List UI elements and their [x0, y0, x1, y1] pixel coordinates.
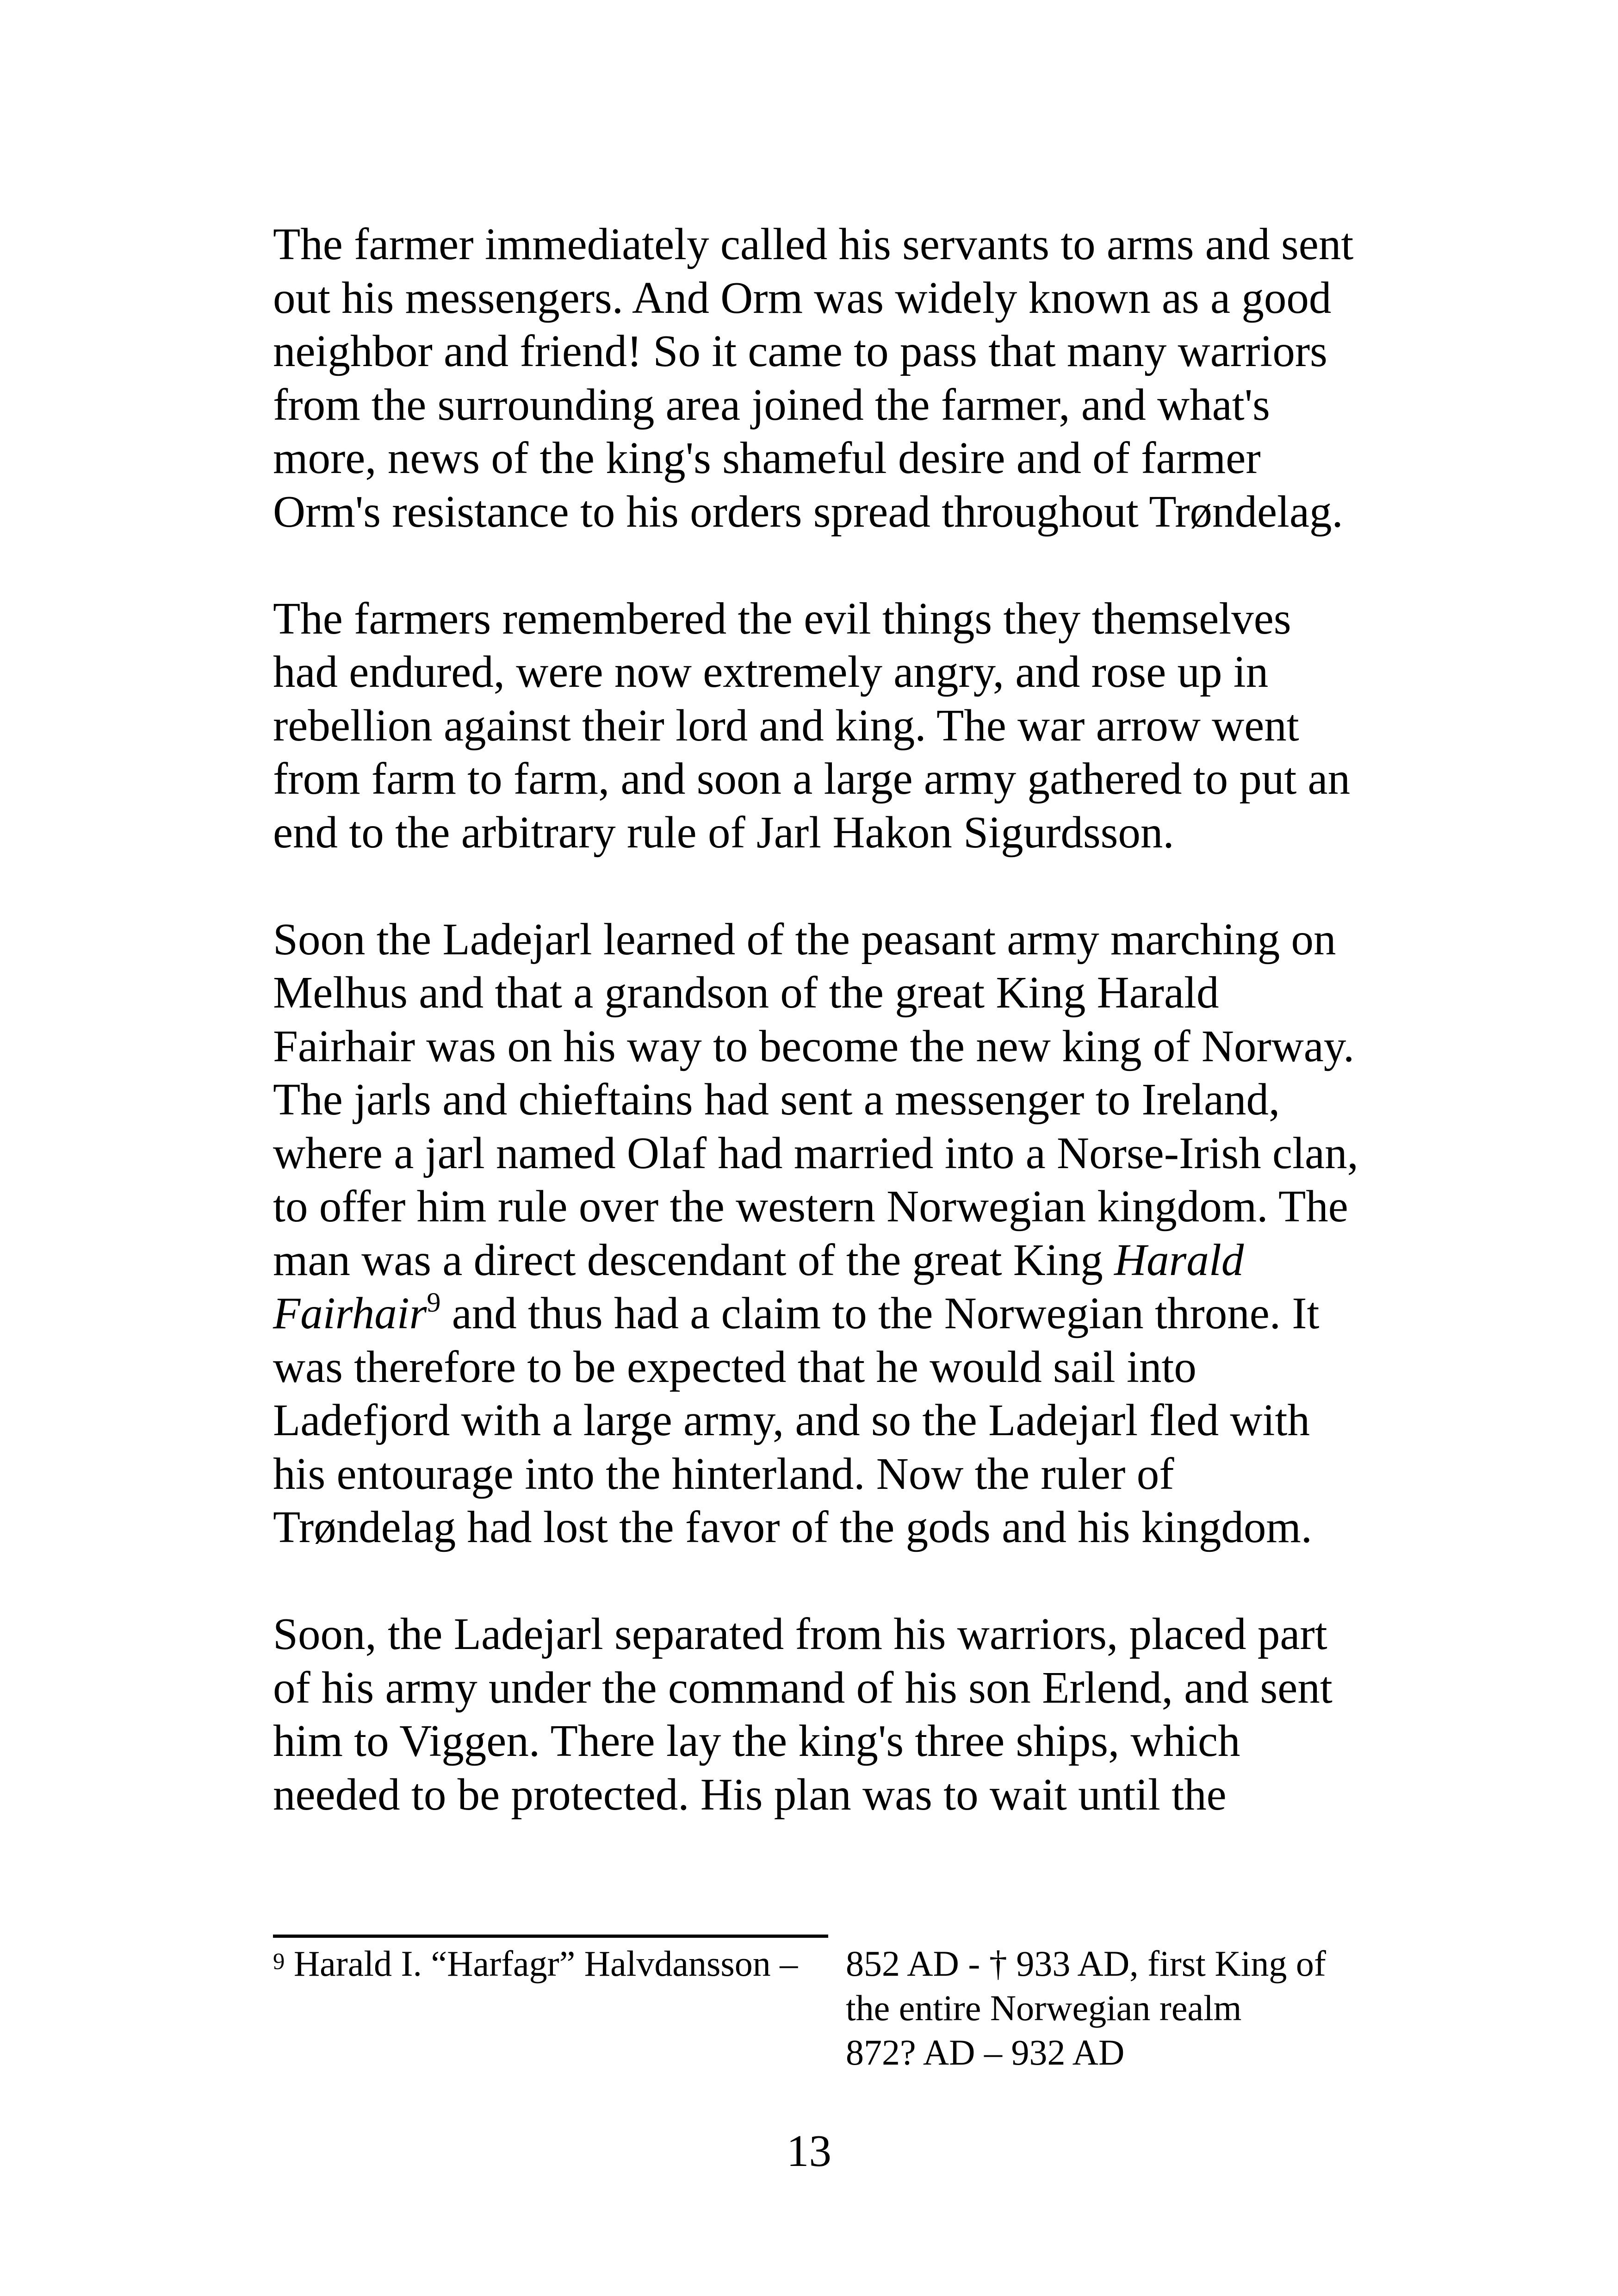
text-line: from the surrounding area joined the farmer, and what's — [273, 380, 1270, 429]
italic-name: Harald — [1114, 1235, 1244, 1285]
text-line: Melhus and that a grandson of the great King Harald — [273, 968, 1219, 1017]
text-line: Trøndelag had lost the favor of the gods and his kingdom. — [273, 1502, 1313, 1552]
footnote-value-line: 872? AD – 932 AD — [846, 2032, 1125, 2072]
footnote-reference[interactable]: 9 — [427, 1287, 441, 1318]
text-line: rebellion against their lord and king. The war arrow went — [273, 700, 1299, 750]
text-line: had endured, were now extremely angry, and rose up in — [273, 647, 1269, 697]
text-line — [273, 1287, 1411, 1340]
text-line: Fairhair was on his way to become the new king of Norway. — [273, 1021, 1355, 1071]
paragraph-3 — [273, 913, 1411, 1554]
footnote-value-line: the entire Norwegian realm — [846, 1988, 1242, 2028]
text-line: The farmers remembered the evil things they themselves — [273, 593, 1291, 643]
text-segment: man was a direct descendant of the great King — [273, 1235, 1115, 1285]
text-line: neighbor and friend! So it came to pass that many warriors — [273, 326, 1327, 376]
text-line: Ladefjord with a large army, and so the Ladejarl fled with — [273, 1395, 1310, 1445]
text-line: end to the arbitrary rule of Jarl Hakon Sigurdsson. — [273, 807, 1174, 857]
text-line: needed to be protected. His plan was to wait until the — [273, 1769, 1227, 1819]
text-line: out his messengers. And Orm was widely known as a good — [273, 273, 1332, 323]
italic-name: Fairhair — [273, 1288, 427, 1338]
text-line: The farmer immediately called his servants to arms and sent — [273, 219, 1354, 269]
footnote-divider — [273, 1935, 828, 1938]
text-line: Soon the Ladejarl learned of the peasant army marching on — [273, 914, 1336, 964]
body-text — [273, 218, 1411, 1875]
footnote-value-line: 852 AD - † 933 AD, first King of — [846, 1943, 1326, 1984]
text-line: to offer him rule over the western Norwegian kingdom. The — [273, 1182, 1348, 1231]
text-line: Orm's resistance to his orders spread throughout Trøndelag. — [273, 486, 1343, 536]
text-line: him to Viggen. There lay the king's three ships, which — [273, 1716, 1240, 1766]
paragraph-1 — [273, 218, 1411, 538]
footnote-label-text: Harald I. “Harfagr” Halvdansson – — [285, 1943, 798, 1984]
footnote-label — [273, 1941, 798, 1986]
text-line: Soon, the Ladejarl separated from his warriors, placed part — [273, 1609, 1327, 1659]
text-line: was therefore to be expected that he would sail into — [273, 1342, 1196, 1392]
text-line: The jarls and chieftains had sent a messenger to Ireland, — [273, 1075, 1280, 1124]
text-line: his entourage into the hinterland. Now the ruler of — [273, 1449, 1174, 1499]
paragraph-2 — [273, 592, 1411, 859]
paragraph-4 — [273, 1607, 1411, 1821]
text-line: where a jarl named Olaf had married into a Norse-Irish clan, — [273, 1128, 1358, 1178]
text-line: of his army under the command of his son Erlend, and sent — [273, 1662, 1333, 1712]
footnote-marker: 9 — [273, 1948, 285, 1974]
text-segment: and thus had a claim to the Norwegian throne. It — [440, 1288, 1320, 1338]
page-number: 13 — [787, 2126, 831, 2176]
text-line — [273, 1233, 1411, 1287]
text-line: more, news of the king's shameful desire and of farmer — [273, 433, 1261, 483]
text-line: from farm to farm, and soon a large army gathered to put an — [273, 754, 1351, 803]
